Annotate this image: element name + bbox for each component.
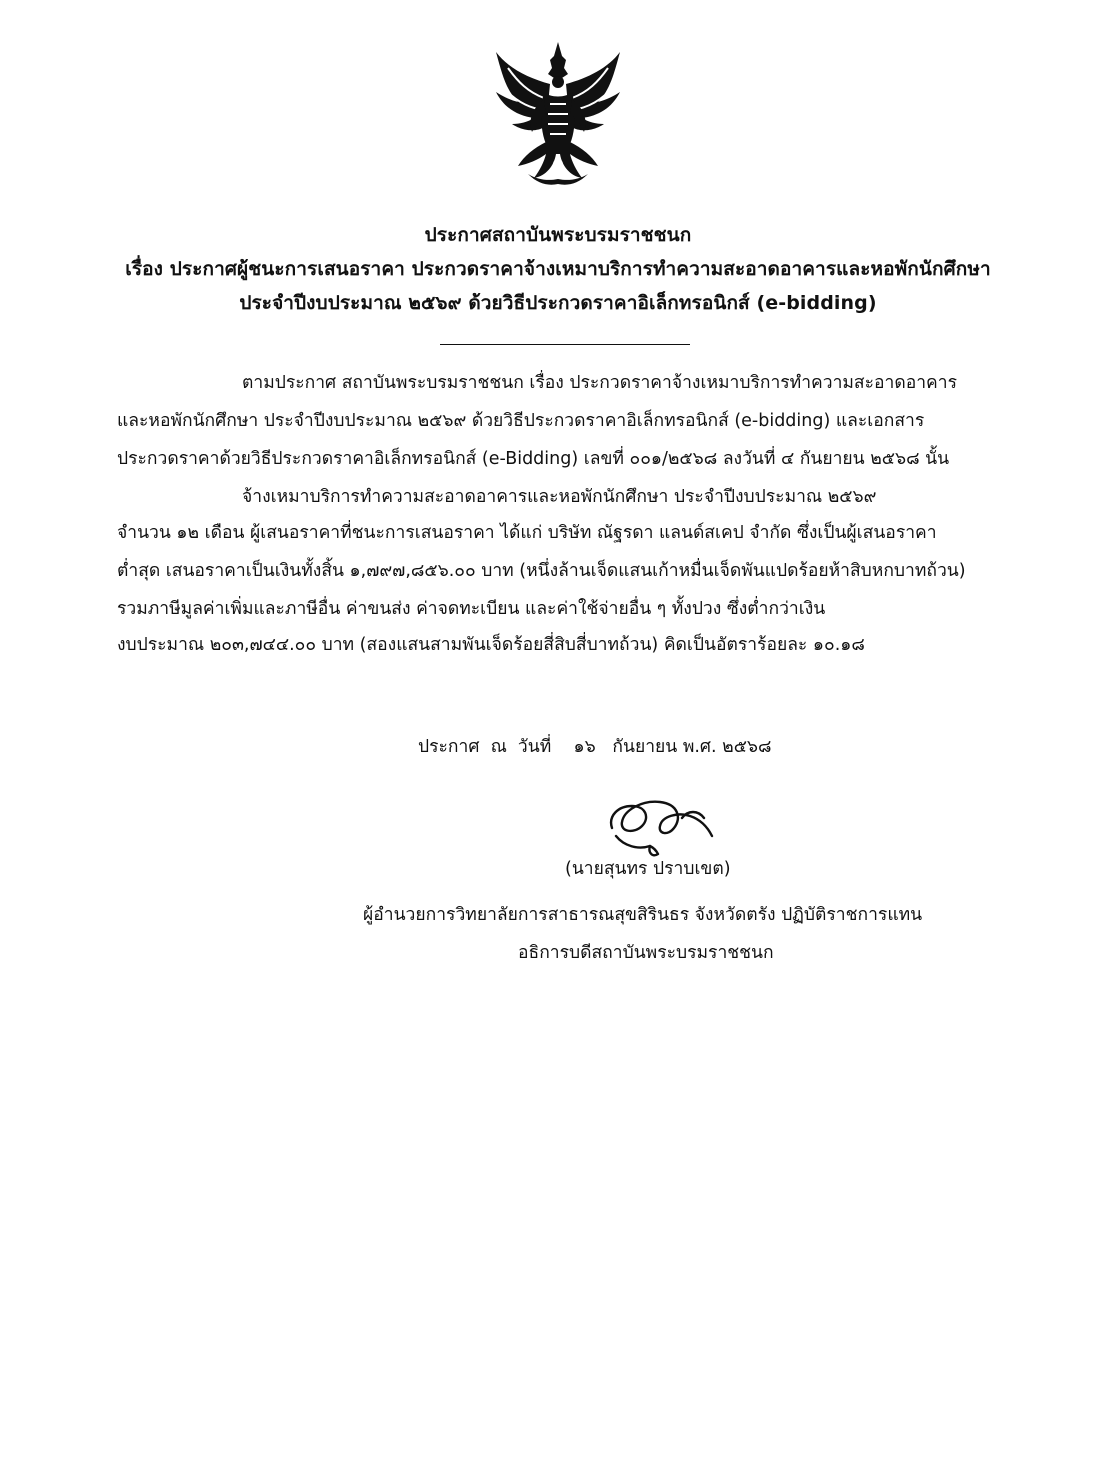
- announcement-date: ประกาศ ณ วันที่ ๑๖ กันยายน พ.ศ. ๒๕๖๘: [418, 737, 772, 757]
- body-line: ประกวดราคาด้วยวิธีประกวดราคาอิเล็กทรอนิกส์ (e-Bidding) เลขที่ ๐๐๑/๒๕๖๘ ลงวันที่ ๔ กันยายน ๒๕๖๘ นั้น: [117, 449, 950, 469]
- body-line: ตามประกาศ สถาบันพระบรมราชชนก เรื่อง ประกวดราคาจ้างเหมาบริการทำความสะอาดอาคาร: [242, 373, 957, 393]
- body-line: และหอพักนักศึกษา ประจำปีงบประมาณ ๒๕๖๙ ด้วยวิธีประกวดราคาอิเล็กทรอนิกส์ (e-bidding) และเอกสาร: [117, 411, 925, 431]
- body-line: จำนวน ๑๒ เดือน ผู้เสนอราคาที่ชนะการเสนอราคา ได้แก่ บริษัท ณัฐรดา แลนด์สเคป จำกัด ซึ่งเป็นผู้เสนอราคา: [117, 523, 937, 543]
- signer-name: (นายสุนทร ปราบเขต): [565, 859, 731, 879]
- handwritten-signature: [598, 788, 728, 860]
- header-divider: [440, 344, 690, 345]
- body-line: รวมภาษีมูลค่าเพิ่มและภาษีอื่น ค่าขนส่ง ค่าจดทะเบียน และค่าใช้จ่ายอื่น ๆ ทั้งปวง ซึ่งต่ำกว่าเงิน: [117, 599, 826, 619]
- signer-position: ผู้อำนวยการวิทยาลัยการสาธารณสุขสิรินธร จังหวัดตรัง ปฏิบัติราชการแทน: [363, 905, 923, 925]
- signer-position-on-behalf: อธิการบดีสถาบันพระบรมราชชนก: [518, 943, 774, 963]
- body-line: จ้างเหมาบริการทำความสะอาดอาคารและหอพักนักศึกษา ประจำปีงบประมาณ ๒๕๖๙: [242, 487, 877, 507]
- subject-line-2: ประจำปีงบประมาณ ๒๕๖๙ ด้วยวิธีประกวดราคาอิเล็กทรอนิกส์ (e-bidding): [239, 292, 877, 314]
- body-line: งบประมาณ ๒๐๓,๗๔๔.๐๐ บาท (สองแสนสามพันเจ็ดร้อยสี่สิบสี่บาทถ้วน) คิดเป็นอัตราร้อยละ ๑๐.๑๘: [117, 635, 865, 655]
- body-line: ต่ำสุด เสนอราคาเป็นเงินทั้งสิ้น ๑,๗๙๗,๘๕๖.๐๐ บาท (หนึ่งล้านเจ็ดแสนเก้าหมื่นเจ็ดพันแปดร้อยห้าสิบหกบาทถ้วน): [117, 561, 966, 581]
- garuda-emblem-icon: [488, 38, 628, 188]
- subject-line-1: เรื่อง ประกาศผู้ชนะการเสนอราคา ประกวดราคาจ้างเหมาบริการทำความสะอาดอาคารและหอพักนักศึกษา: [125, 258, 991, 280]
- announcement-title: ประกาศสถาบันพระบรมราชชนก: [424, 224, 692, 246]
